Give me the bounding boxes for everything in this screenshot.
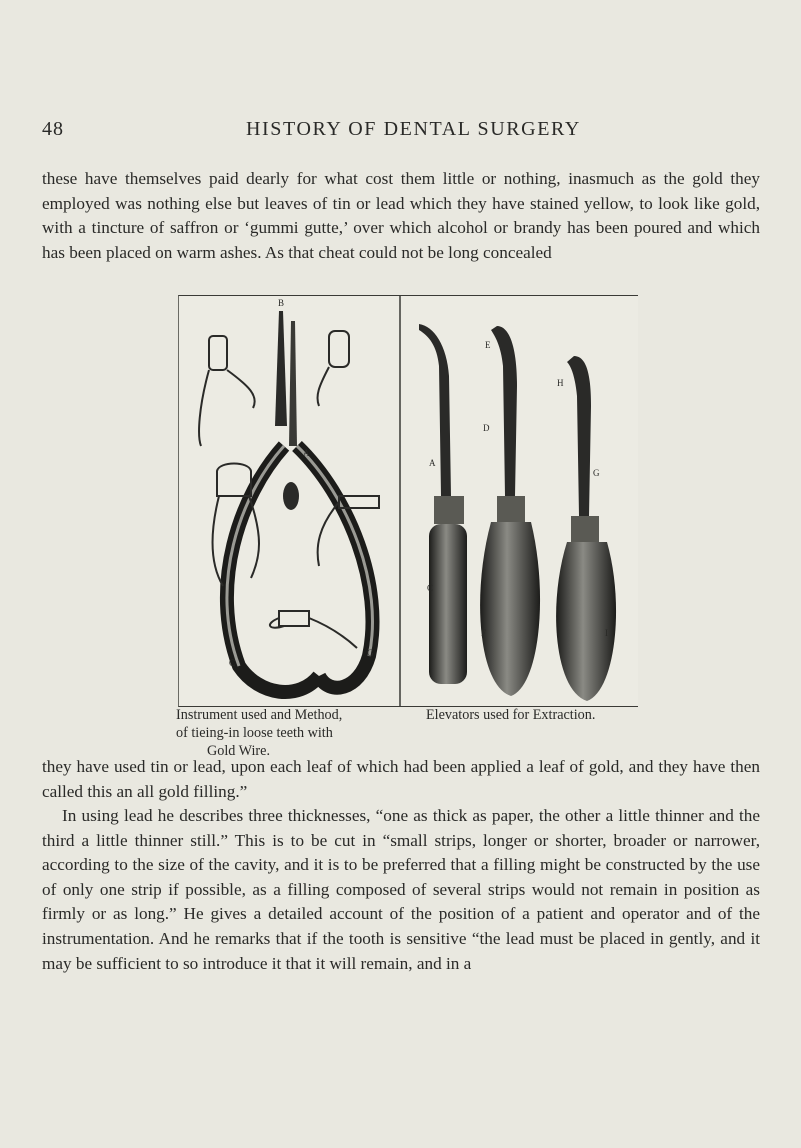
caption-left-line-1: Instrument used and Method, — [176, 707, 343, 723]
figure-label-rg: G — [593, 468, 600, 478]
figure-label-ra: A — [429, 458, 436, 468]
figure-label-b: B — [278, 298, 285, 308]
paragraph-3: In using lead he describes three thicknesses, “one as thick as paper, the other a little thinner and the third a little thinner still.” This is to be cut in “small strips, longer or shorter, broader or narrower, according to the size of the cavity, and it is to be preferred that a filling might be constructed by the use of only one strip if possible, as a filling composed of several strips would not remain in position as firmly or as long.” He gives a detailed account of the position of a patient and operator and of the instrumentation. And he remarks that if the tooth is sensitive “the lead must be placed in gently, and it may be sufficient to so introduce it that it will remain, and in a — [42, 806, 760, 973]
figure-label-re: E — [485, 340, 491, 350]
instrument-illustration — [178, 295, 638, 707]
figure-label-rf: F — [481, 628, 487, 638]
figure-label-rh: H — [557, 378, 564, 388]
paragraph-2: they have used tin or lead, upon each leaf of which had been applied a leaf of gold, and they have then called this an all gold filling.” — [42, 757, 760, 801]
figure-caption-right: Elevators used for Extraction. — [426, 707, 596, 723]
figure-caption-left — [176, 706, 416, 760]
figure-label-ri: I — [605, 628, 608, 638]
figure-label-g: G — [367, 648, 374, 658]
caption-left-line-3: Gold Wire. — [207, 743, 270, 759]
figure-label-c: C — [229, 658, 236, 668]
figure-label-a: A — [303, 448, 310, 458]
page-number: 48 — [42, 118, 64, 140]
engraving-illustration — [179, 296, 638, 706]
figure-label-rd: D — [483, 423, 490, 433]
running-header — [0, 116, 801, 146]
running-title: HISTORY OF DENTAL SURGERY — [246, 118, 581, 140]
figure-label-rc: C — [427, 583, 434, 593]
forceps-drawing — [199, 298, 379, 692]
paragraph-1: these have themselves paid dearly for what cost them little or nothing, inasmuch as the gold they employed was nothing else but leaves of tin or lead which they have stained yellow, to look like gold, with a tincture of saffron or ‘gummi gutte,’ over which alcohol or brandy has been poured and which has been placed on warm ashes. As that cheat could not be long concealed — [42, 169, 760, 262]
elevators-drawing — [419, 324, 616, 701]
caption-left-line-2: of tieing-in loose teeth with — [176, 725, 333, 741]
